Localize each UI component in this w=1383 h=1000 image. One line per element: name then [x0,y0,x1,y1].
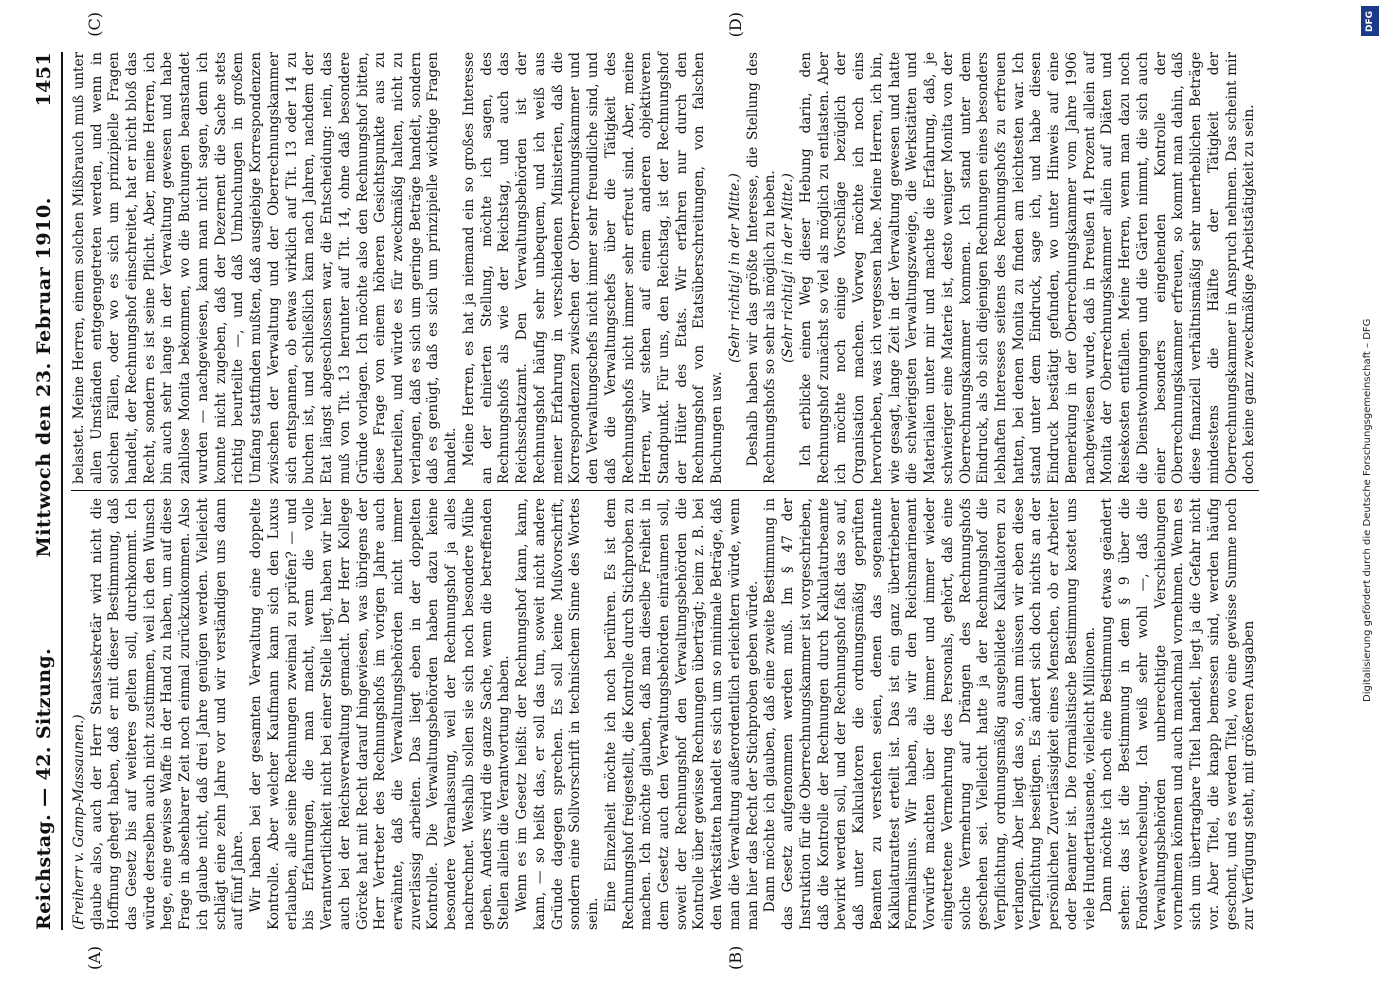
right-column [71,52,1259,484]
margin-marker-b: (B) [725,945,745,970]
header-session: Reichstag. — 42. Sitzung. [33,647,55,930]
left-column [71,498,1259,930]
paragraph: Dann möchte ich noch eine Bestimmung etwas geändert sehen: das ist die Bestimmung in dem § 9 über die Fondsverwechselung. Ich weiß sehr wohl —, daß die Verwaltungsbehörden unberechtigte Verschiebungen vornehmen können und auch manchmal vornehmen. Wenn es sich um übertragbare Titel handelt, liegt ja die Gefahr nicht vor. Aber Titel, die knapp bemessen sind, werden häufig geschont, und es werden Titel, wo eine gewisse Summe noch zur Verfügung steht, mit größeren Ausgaben [1099,498,1258,930]
paragraph: Wir haben bei der gesamten Verwaltung eine doppelte Kontrolle. Aber welcher Kaufmann kann sich den Luxus erlauben, alle seine Rechnungen zweimal zu prüfen? — und bis Erfahrungen, die man macht, wenn die volle Verantwortlichkeit nicht bei einer Stelle liegt, haben wir hier auch bei der Reichsverwaltung gemacht. Der Herr Kollege Görcke hat mit Recht darauf hingewiesen, was übrigens der Herr Vertreter des Rechnungshofs im vorigen Jahre auch erwähnte, daß die Verwaltungsbehörden nicht immer zuverlässig arbeiten. Das liegt eben in der doppelten Kontrolle. Die Verwaltungsbehörden haben dazu keine besondere Veranlassung, weil der Rechnungshof ja alles nachrechnet. Weshalb sollen sie sich noch besondere Mühe geben. Anders wird die ganze Sache, wenn die betreffenden Stellen allein die Verantwortung haben. [248,498,513,930]
margin-marker-c: (C) [84,12,104,37]
interjection: (Sehr richtig! in der Mitte.) [780,173,797,363]
column-divider [71,490,1259,491]
paragraph: Deshalb haben wir das größte Interesse, die Stellung des Rechnungshofs so sehr als möglich zu heben. [744,52,779,484]
speaker-attribution: (Freiherr v. Gamp-Massaunen.) [70,714,87,930]
paragraph: Ich erblicke einen Weg dieser Hebung darin, den Rechnungshof zunächst so viel als möglich zu entlasten. Aber ich möchte noch einige Vorschläge bezüglich der Organisation machen. Vorweg möchte ich noch eins hervorheben, was ich vergessen habe. Meine Herren, ich bin, wie gesagt, lange Zeit in der Verwaltung gewesen und hatte die schwierigsten Verwaltungszweige, die Werkstätten und Materialien unter mir und machte die Erfahrung, daß, je schwieriger eine Materie ist, desto weniger Monita von der Oberrechnungskammer kommen. Ich stand unter dem Eindruck, als ob sich diejenigen Rechnungen eines besonders lebhaften Interesses seitens des Rechnungshofs zu erfreuen hatten, bei denen Monita zu finden am leichtesten war. Ich stand unter dem Eindruck, sage ich, und habe diesen Eindruck bestätigt gefunden, wo unter Hinweis auf eine Bemerkung in der Oberrechnungskammer vom Jahre 1906 nachgewiesen wurde, daß in Preußen 41 Prozent allein auf Monita der Oberrechnungskammer allein auf Diäten und Reisekosten entfallen. Meine Herren, wenn man dazu noch die Dienstwohnungen und die Gärten nimmt, die sich auch einer besonders eingehenden Kontrolle der Oberrechnungskammer erfreuen, so kommt man dahin, daß diese finanziell verhältnismäßig sehr unerheblichen Beträge mindestens die Hälfte der Tätigkeit der Oberrechnungskammer in Anspruch nehmen. Das scheint mir doch keine ganz zweckmäßige Arbeitstätigkeit zu sein. [797,52,1258,484]
text-columns [70,12,1259,970]
paragraph: belastet. Meine Herren, einem solchen Mißbrauch muß unter allen Umständen entgegengetreten werden, und wenn in solchen Fällen, oder wo es sich um prinzipielle Fragen handelt, der Rechnungshof einschreitet, hat er nicht bloß das Recht, sondern es ist seine Pflicht. Aber, meine Herren, ich bin auch sehr lange in der Verwaltung gewesen und habe zahllose Monita bekommen, wo die Buchungen beanstandet wurden — nachgewiesen, kann man nicht sagen, denn ich konnte nicht zugeben, daß der Dezernent die Sache stets richtig beurteilte —, und daß Umbuchungen in großem Umfang stattfinden mußten, daß ausgiebige Korrespondenzen zwischen der Verwaltung und der Oberrechnungskammer sich entspannen, ob etwas wirklich auf Tit. 13 oder 14 zu buchen ist, und schließlich kam nach Jahren, nachdem der Etat längst abgeschlossen war, die Entscheidung: nein, das muß von Tit. 13 herunter auf Tit. 14, ohne daß besondere Gründe vorlagen. Ich möchte also den Rechnungshof bitten, diese Frage von einem höheren Gesichtspunkte aus zu beurteilen, und würde es für zweckmäßig halten, nicht zu verlangen, daß es sich um geringe Beträge handelt, sondern daß es genügt, daß es sich um prinzipielle wichtige Fragen handelt. [70,52,460,484]
funding-note: Digitalisierung gefördert durch die Deutsche Forschungsgemeinschaft – DFG [1362,318,1373,702]
paragraph: Eine Einzelheit möchte ich noch berühren. Es ist dem Rechnungshof freigestellt, die Kontrolle durch Stichproben zu machen. Ich möchte glauben, daß man dieselbe Freiheit in dem Gesetz auch den Verwaltungsbehörden einräumen soll, soweit der Rechnungshof den Verwaltungsbehörden die Kontrolle über gewisse Rechnungen überträgt; beim z. B. bei den Werkstätten handelt es sich um so minimale Beträge, daß man die Verwaltung außerordentlich erleichtern würde, wenn man hier das Recht der Stichproben geben würde. [602,498,761,930]
margin-marker-d: (D) [725,12,745,38]
header-date: Mittwoch den 23. Februar 1910. [33,197,55,558]
digitization-sidebar [1358,0,1383,1000]
dfg-logo: DFG [1361,6,1379,36]
page-header [32,52,63,930]
interjection: (Sehr richtig! in der Mitte.) [726,173,743,363]
paragraph: Wenn es im Gesetz heißt: der Rechnungshof kann, kann, kann, — so heißt das, er soll das tun, soweit nicht andere Gründe dagegen sprechen. Es soll keine Mußvorschrift, sondern eine Sollvorschrift in technischem Sinne des Wortes sein. [514,498,602,930]
paragraph: glaube also, auch der Herr Staatssekretär wird nicht die Hoffnung gehegt haben, daß er mit dieser Bestimmung, daß das Gesetz bis auf weiteres gelten soll, durchkommt. Ich würde derselben auch nicht zustimmen, weil ich den Wunsch hege, eine gewisse Waffe in der Hand zu haben, um auf diese Frage in absehbarer Zeit noch einmal zurückzukommen. Also ich glaube nicht, daß drei Jahre genügen werden. Vielleicht schlägt eine zehn Jahre vor und wir verständigen uns dann auf fünf Jahre. [88,498,247,930]
paragraph: Dann möchte ich glauben, daß eine zweite Bestimmung in das Gesetz aufgenommen werden muß. Im § 47 der Instruktion für die Oberrechnungskammer ist vorgeschrieben, daß die Kontrolle der Rechnungen durch Kalkulaturbeamte bewirkt werden soll, und der Rechnungshof faßt das so auf, daß unter Kalkulatoren die ordnungsmäßig geprüften Beamten zu verstehen seien, denen das sogenannte Kalkulaturattest erteilt ist. Das ist ein ganz übertriebener Formalismus. Wir haben, als wir den Reichsmarineamt Vorwürfe machten über die immer und immer wieder eingetretene Vermehrung des Personals, gehört, daß eine solche Vermehrung auf Drängen des Rechnungshofs geschehen sei. Vielleicht hatte ja der Rechnungshof die Verpflichtung, ordnungsmäßig ausgebildete Kalkulatoren zu verlangen. Aber liegt das so, dann müssen wir eben diese Verpflichtung beseitigen. Es ändert sich doch nichts an der persönlichen Zuverlässigkeit eines Menschen, ob er Arbeiter oder Beamter ist. Die formalistische Bestimmung kostet uns viele Hunderttausende, vielleicht Millionen. [762,498,1098,930]
paragraph: Meine Herren, es hat ja niemand ein so großes Interesse an der elnierten Stellung, möchte ich sagen, des Rechnungshofs als wie der Reichstag, und auch das Reichsschatzamt. Den Verwaltungsbehörden ist der Rechnungshof häufig sehr unbequem, und ich weiß aus meiner Erfahrung in verschiedenen Ministerien, daß die Korrespondenzen zwischen der Oberrechnungskammer und den Verwaltungschefs nicht immer sehr freundliche sind, und daß die Verwaltungschefs über die Tätigkeit des Rechnungshofs nicht immer sehr erfreut sind. Aber, meine Herren, wir stehen auf einem anderen objektiveren Standpunkt. Für uns, den Reichstag, ist der Rechnungshof der Hüter des Etats. Wir erfahren nur durch den Rechnungshof von Etatsüberschreitungen, von falschen Buchungen usw. [460,52,726,484]
margin-marker-a: (A) [84,945,104,970]
page-number: 1451 [33,52,55,107]
